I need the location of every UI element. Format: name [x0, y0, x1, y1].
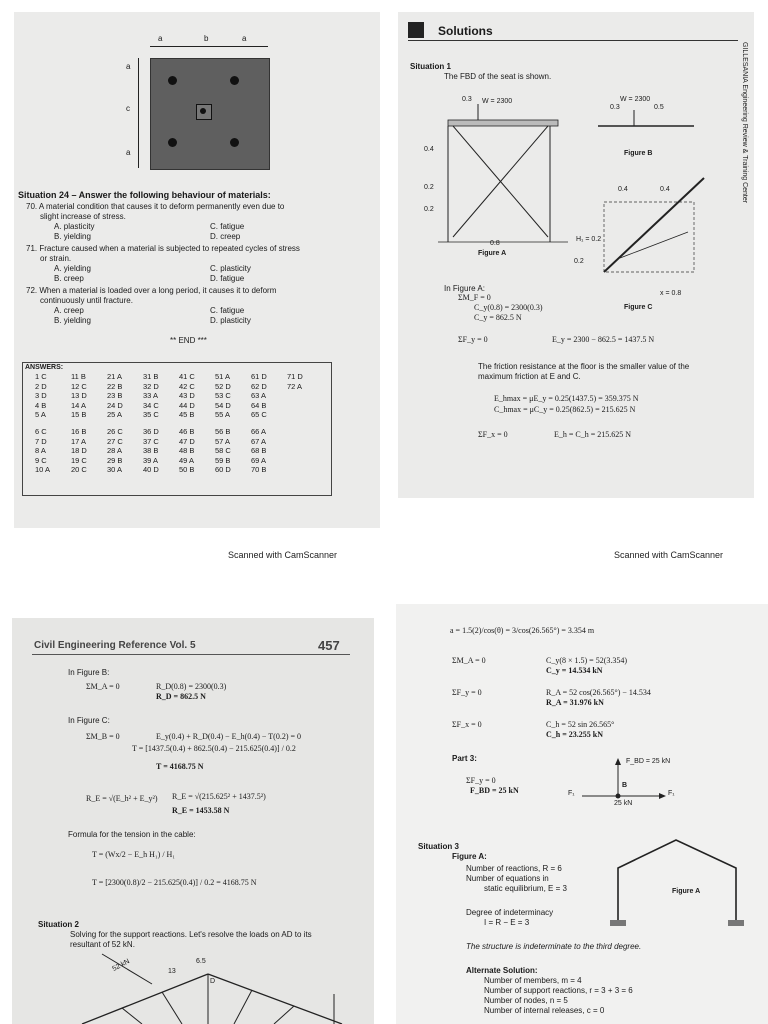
answer-cell: 10 A	[35, 465, 51, 474]
answer-cell: 9 C	[35, 455, 47, 465]
in-figure-c: In Figure C:	[68, 716, 110, 725]
formula-title: Formula for the tension in the cable:	[68, 830, 196, 839]
figC-04a: 0.4	[618, 186, 628, 193]
answer-cell: 27 C	[107, 436, 123, 446]
answer-cell: 3 D	[35, 391, 47, 400]
answer-cell: 47 D	[179, 436, 195, 446]
answer-cell: 46 B	[179, 427, 195, 436]
figA-02b: 0.2	[424, 206, 434, 213]
answer-cell: 31 B	[143, 372, 159, 381]
answer-cell: 18 D	[71, 446, 87, 455]
sit3-degree: Degree of indeterminacy	[466, 908, 554, 917]
in-figure-a: In Figure A:	[444, 284, 485, 293]
answer-cell: 67 A	[251, 436, 267, 446]
dim-a-top: a	[126, 62, 131, 71]
eq-ey: E_y = 2300 − 862.5 = 1437.5 N	[552, 335, 655, 344]
frame-figure-a	[608, 832, 758, 932]
sit3-figure-a: Figure A:	[452, 852, 487, 861]
eq-sum-fy: ΣF_y = 0	[458, 335, 488, 344]
eq-re-values: R_E = √(215.625² + 1437.5²)	[172, 792, 266, 801]
situation-3: Situation 3	[418, 842, 459, 851]
figC-x08: x = 0.8	[660, 290, 682, 297]
eqB-rd-result: R_D = 862.5 N	[156, 692, 206, 701]
q71-b: B. creep	[54, 274, 84, 283]
answer-cell: 59 B	[215, 455, 231, 465]
truss-65: 6.5	[196, 958, 206, 965]
answer-cell: 70 B	[251, 465, 267, 474]
eq-a: a = 1.5(2)/cos(θ) = 3/cos(26.565°) = 3.354 m	[450, 626, 595, 635]
answer-cell: 68 B	[251, 446, 267, 455]
answer-cell: 42 C	[179, 381, 195, 391]
answer-cell: 40 D	[143, 465, 159, 474]
answer-cell: 29 B	[107, 455, 123, 465]
answer-cell: 32 D	[143, 381, 159, 391]
answer-cell: 23 B	[107, 391, 123, 400]
figA-08: 0.8	[490, 240, 500, 247]
q72-c: C. fatigue	[210, 306, 245, 315]
eq-re-formula: R_E = √(E_h² + E_y²)	[86, 794, 158, 803]
eqC-moment: E_y(0.4) + R_D(0.4) − E_h(0.4) − T(0.2) = 0	[156, 732, 301, 741]
figC-04b: 0.4	[660, 186, 670, 193]
answer-cell: 8 A	[35, 446, 46, 455]
end-marker: ** END ***	[170, 336, 207, 345]
q72-stem2: continuously until fracture.	[40, 296, 133, 305]
situation-2: Situation 2	[38, 920, 79, 929]
part-3: Part 3:	[452, 754, 477, 763]
eq-cy-kn: C_y = 14.534 kN	[546, 666, 603, 675]
sit3-equations: Number of equations in	[466, 874, 549, 883]
figure-c-label: Figure C	[624, 304, 653, 311]
answer-cell: 25 A	[107, 410, 123, 419]
figA-02a: 0.2	[424, 184, 434, 191]
page-bottom-right	[396, 604, 768, 1024]
eq-re-result: R_E = 1453.58 N	[172, 806, 230, 815]
figC-h02: H₁ = 0.2	[576, 236, 602, 243]
sit3-i: I = R − E = 3	[484, 918, 530, 927]
dim-a-bottom: a	[126, 148, 131, 157]
eq-tension-formula: T = (Wx/2 − E_h H₁) / H₁	[92, 850, 176, 859]
answer-cell: 30 A	[107, 465, 123, 474]
fbd-25kn: 25 kN	[614, 800, 633, 807]
q70-stem2: slight increase of stress.	[40, 212, 126, 221]
friction-text-1: The friction resistance at the floor is the smaller value of the	[478, 362, 690, 371]
fbd-joint-b: B	[622, 782, 628, 789]
eq-ra: R_A = 52 cos(26.565°) − 14.534	[546, 688, 651, 697]
alt-nodes: Number of nodes, n = 5	[484, 996, 568, 1005]
fbd-intro: The FBD of the seat is shown.	[444, 72, 552, 81]
answer-cell: 6 C	[35, 427, 47, 436]
sit2-text-1: Solving for the support reactions. Let's resolve the loads on AD to its	[70, 930, 312, 939]
page-top-right	[398, 12, 754, 498]
answers-title: ANSWERS:	[25, 364, 64, 371]
answer-cell: 51 A	[215, 372, 231, 381]
answer-cell: 33 A	[143, 391, 159, 400]
friction-text-2: maximum friction at E and C.	[478, 372, 581, 381]
eq-ch: C_h = 52 sin 26.565°	[546, 720, 615, 729]
answer-cell: 11 B	[71, 372, 86, 381]
q71-a: A. yielding	[54, 264, 91, 273]
frame-figure-a-label: Figure A	[672, 888, 701, 895]
truss-point-d: D	[210, 978, 216, 985]
answer-cell: 56 B	[215, 427, 231, 436]
answer-cell: 54 D	[215, 400, 231, 410]
answer-cell: 48 B	[179, 446, 195, 455]
figB-03: 0.3	[610, 104, 620, 111]
answer-cell: 20 C	[71, 465, 87, 474]
dim-c: c	[126, 104, 130, 113]
fbd-figures	[398, 82, 754, 312]
answer-cell: 65 C	[251, 410, 267, 419]
q72-stem: 72. When a material is loaded over a long period, it causes it to deform	[26, 286, 277, 295]
answer-cell: 41 C	[179, 372, 195, 381]
answer-cell: 69 A	[251, 455, 267, 465]
sit3-reactions: Number of reactions, R = 6	[466, 864, 562, 873]
answer-cell: 28 A	[107, 446, 123, 455]
figB-05: 0.5	[654, 104, 664, 111]
answer-cell: 14 A	[71, 400, 87, 410]
sit3-indeterminate: The structure is indeterminate to the third degree.	[466, 942, 642, 951]
q70-stem: 70. A material condition that causes it to deform permanently even due to	[26, 202, 285, 211]
q72-d: D. plasticity	[210, 316, 251, 325]
figure-b-label: Figure B	[624, 150, 653, 157]
answer-cell: 44 D	[179, 400, 195, 410]
answer-cell: 66 A	[251, 427, 267, 436]
eq-sum-fx: ΣF_x = 0	[478, 430, 508, 439]
answer-cell: 34 C	[143, 400, 159, 410]
answer-cell: 15 B	[71, 410, 87, 419]
truss-13: 13	[168, 968, 176, 975]
dim-a-right: a	[242, 34, 247, 43]
eq-sum-fx-4: ΣF_x = 0	[452, 720, 482, 729]
answer-cell: 21 A	[107, 372, 123, 381]
eq-sum-ma: ΣM_A = 0	[452, 656, 486, 665]
eq-ra-result: R_A = 31.976 kN	[546, 698, 604, 707]
q70-d: D. creep	[210, 232, 241, 241]
section-diagram	[126, 34, 274, 168]
figA-04: 0.4	[424, 146, 434, 153]
q71-stem: 71. Fracture caused when a material is subjected to repeated cycles of stress	[26, 244, 300, 253]
figB-w: W = 2300	[620, 96, 651, 103]
answer-cell: 1 C	[35, 372, 47, 381]
q70-a: A. plasticity	[54, 222, 95, 231]
eq-eh: E_h = C_h = 215.625 N	[554, 430, 632, 439]
scan-label-right: Scanned with CamScanner	[614, 550, 724, 560]
q72-a: A. creep	[54, 306, 84, 315]
q71-c: C. plasticity	[210, 264, 251, 273]
answer-cell: 12 C	[71, 381, 87, 391]
solutions-header: Solutions	[438, 24, 493, 38]
answer-cell: 4 B	[35, 400, 47, 410]
eq-tension-values: T = [2300(0.8)/2 − 215.625(0.4)] / 0.2 = 4168.75 N	[92, 878, 257, 887]
figA-03: 0.3	[462, 96, 472, 103]
reference-header: Civil Engineering Reference Vol. 5	[34, 640, 196, 651]
q70-c: C. fatigue	[210, 222, 245, 231]
fbd-f1-right: F₁	[668, 790, 675, 797]
eq-ehmax: E_hmax = μE_y = 0.25(1437.5) = 359.375 N	[494, 394, 639, 403]
alt-members: Number of members, m = 4	[484, 976, 582, 985]
answer-cell: 36 D	[143, 427, 159, 436]
eq-chmax: C_hmax = μC_y = 0.25(862.5) = 215.625 N	[494, 405, 636, 414]
page-number: 457	[318, 638, 340, 653]
answer-cell: 7 D	[35, 436, 47, 446]
truss-diagram	[12, 944, 374, 1024]
answer-cell: 72 A	[287, 381, 303, 391]
figC-02: 0.2	[574, 258, 584, 265]
answers-grid-top	[35, 372, 325, 422]
eqC-sum-mb: ΣM_B = 0	[86, 732, 120, 741]
answer-cell: 24 D	[107, 400, 123, 410]
eqC-t-result: T = 4168.75 N	[156, 762, 204, 771]
answer-cell: 64 B	[251, 400, 267, 410]
side-text: GILLESANIA Engineering Review & Training Center	[741, 42, 748, 204]
fbd-force-bd: F_BD = 25 kN	[626, 758, 671, 765]
answer-cell: 17 A	[71, 436, 87, 446]
eqC-t-formula: T = [1437.5(0.4) + 862.5(0.4) − 215.625(0.4)] / 0.2	[132, 744, 296, 753]
situation-24-title: Situation 24 – Answer the following behaviour of materials:	[18, 190, 271, 200]
answer-cell: 57 A	[215, 436, 231, 446]
q71-stem2: or strain.	[40, 254, 72, 263]
pillar-icon	[408, 22, 424, 38]
answer-cell: 50 B	[179, 465, 195, 474]
answer-cell: 16 B	[71, 427, 87, 436]
dim-b: b	[204, 34, 209, 43]
answer-cell: 5 A	[35, 410, 46, 419]
eqB-rd: R_D(0.8) = 2300(0.3)	[156, 682, 227, 691]
alt-releases: Number of internal releases, c = 0	[484, 1006, 605, 1015]
page-bottom-left	[12, 618, 374, 1024]
answer-cell: 55 A	[215, 410, 231, 419]
eqB-sum-ma: ΣM_A = 0	[86, 682, 120, 691]
answer-cell: 45 B	[179, 410, 195, 419]
answer-cell: 39 A	[143, 455, 159, 465]
q70-b: B. yielding	[54, 232, 91, 241]
eq-sum-mf: ΣM_F = 0	[458, 293, 491, 302]
answer-cell: 60 D	[215, 465, 231, 474]
answer-cell: 61 D	[251, 372, 267, 381]
alt-reactions: Number of support reactions, r = 3 + 3 = 6	[484, 986, 633, 995]
answer-cell: 63 A	[251, 391, 267, 400]
answer-cell: 43 D	[179, 391, 195, 400]
in-figure-b: In Figure B:	[68, 668, 110, 677]
answer-cell: 26 C	[107, 427, 123, 436]
eq-fbd: F_BD = 25 kN	[470, 786, 519, 795]
answer-cell: 38 B	[143, 446, 159, 455]
answers-grid-bottom	[35, 427, 325, 487]
answer-cell: 71 D	[287, 372, 303, 381]
answer-cell: 13 D	[71, 391, 87, 400]
sit2-text-2: resultant of 52 kN.	[70, 940, 135, 949]
answer-cell: 53 C	[215, 391, 231, 400]
eq-ch-result: C_h = 23.255 kN	[546, 730, 604, 739]
answer-cell: 58 C	[215, 446, 231, 455]
figure-a-label: Figure A	[478, 250, 507, 257]
eq-cy: C_y(0.8) = 2300(0.3)	[474, 303, 543, 312]
joint-fbd	[562, 756, 682, 826]
answer-cell: 19 C	[71, 455, 87, 465]
eq-cy-result: C_y = 862.5 N	[474, 313, 522, 322]
eq-cy-moment: C_y(8 × 1.5) = 52(3.354)	[546, 656, 628, 665]
q72-b: B. yielding	[54, 316, 91, 325]
q71-d: D. fatigue	[210, 274, 245, 283]
answer-cell: 37 C	[143, 436, 159, 446]
alternate-solution: Alternate Solution:	[466, 966, 538, 975]
truss-load: 52 kN	[111, 958, 131, 973]
situation-1: Situation 1	[410, 62, 451, 71]
eq-sum-fy-4: ΣF_y = 0	[452, 688, 482, 697]
page-top-left	[14, 12, 380, 528]
answer-cell: 22 B	[107, 381, 123, 391]
answer-cell: 35 C	[143, 410, 159, 419]
fbd-f1-left: F₁	[568, 790, 575, 797]
dim-a-left: a	[158, 34, 163, 43]
figA-w: W = 2300	[482, 98, 513, 105]
eq-sum-fy-part3: ΣF_y = 0	[466, 776, 496, 785]
scan-label-left: Scanned with CamScanner	[228, 550, 338, 560]
answer-cell: 2 D	[35, 381, 47, 391]
answer-cell: 62 D	[251, 381, 267, 391]
sit3-static: static equilibrium, E = 3	[484, 884, 567, 893]
answers-box	[22, 362, 332, 496]
answer-cell: 52 D	[215, 381, 231, 391]
answer-cell: 49 A	[179, 455, 195, 465]
